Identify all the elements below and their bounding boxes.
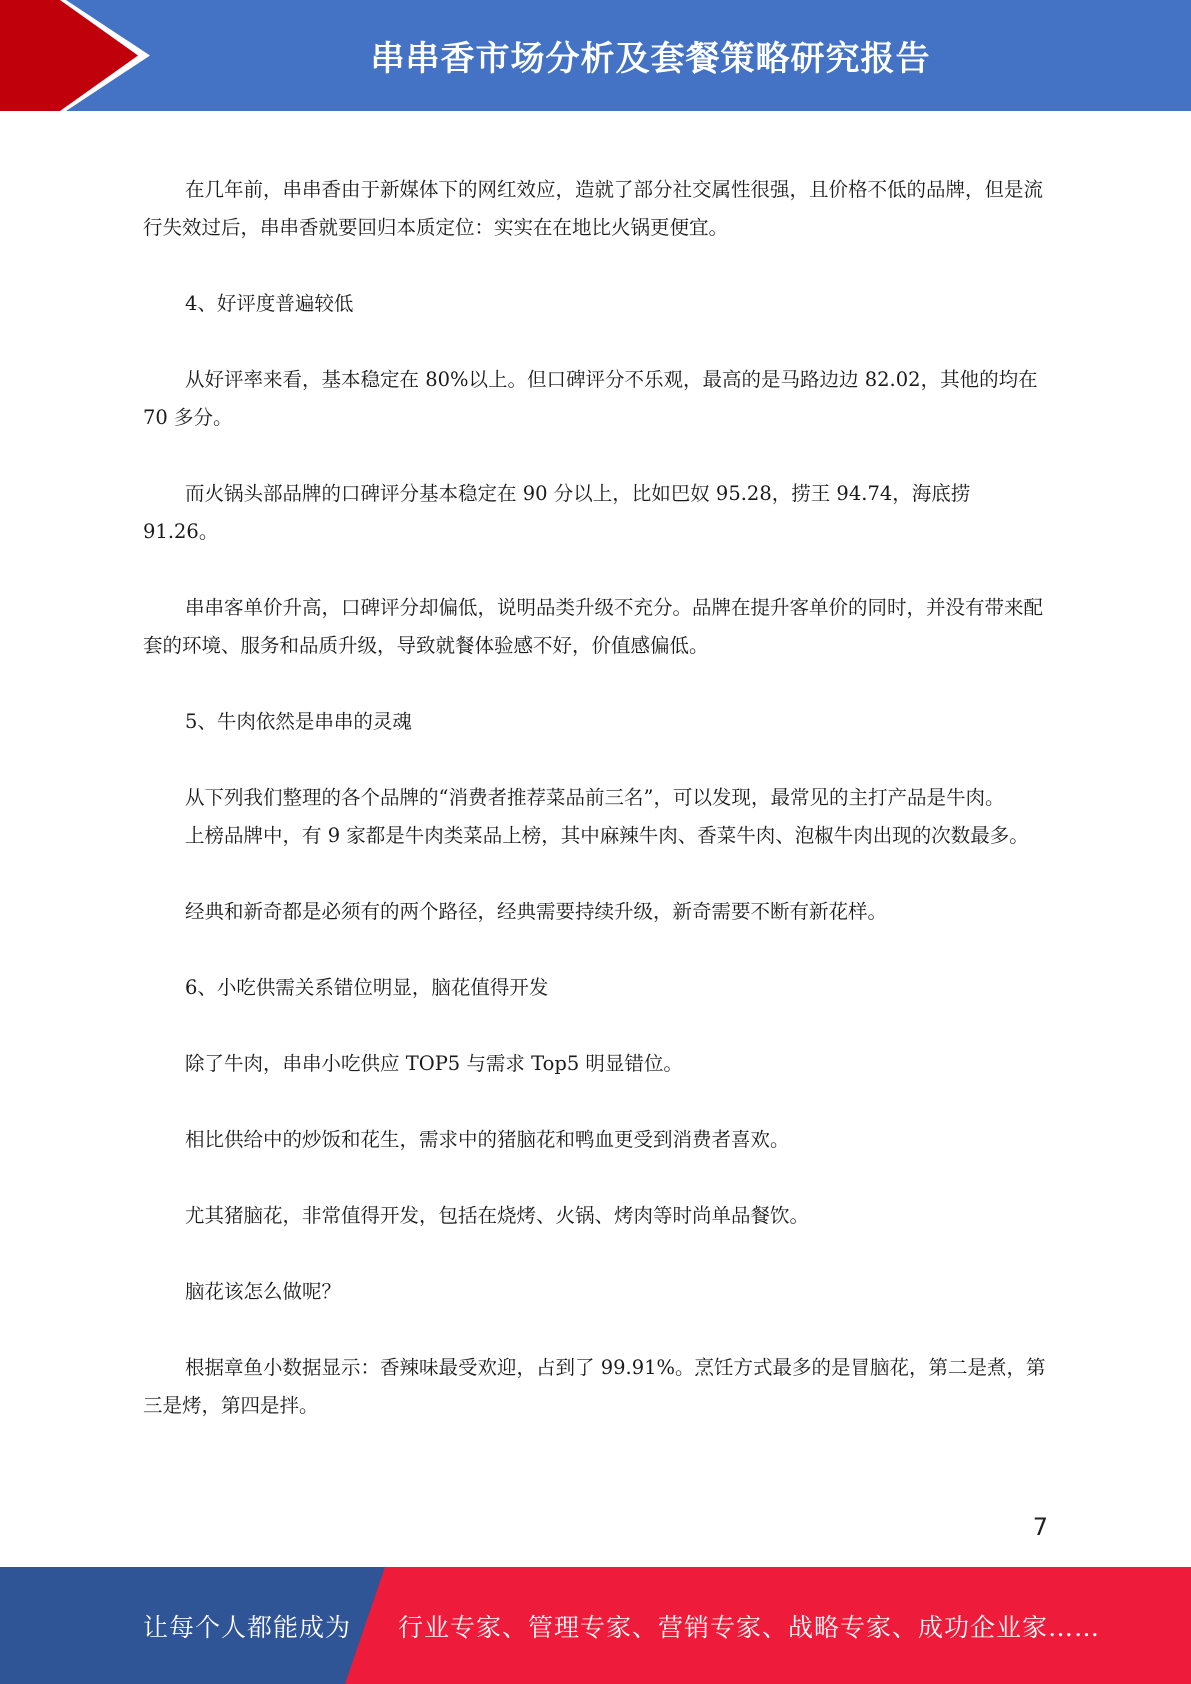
section-heading: 6、小吃供需关系错位明显，脑花值得开发 xyxy=(185,976,549,999)
paragraph: 上榜品牌中，有 9 家都是牛肉类菜品上榜，其中麻辣牛肉、香菜牛肉、泡椒牛肉出现的次数最多。 xyxy=(185,824,1029,847)
footer-slogan-right: 行业专家、管理专家、营销专家、战略专家、成功企业家…… xyxy=(398,1612,1101,1642)
paragraph: 相比供给中的炒饭和花生，需求中的猪脑花和鸭血更受到消费者喜欢。 xyxy=(185,1128,790,1151)
header-banner xyxy=(0,0,1191,111)
page-number: 7 xyxy=(1032,1513,1048,1541)
footer-slogan-left: 让每个人都能成为 xyxy=(143,1612,352,1642)
paragraph: 在几年前，串串香由于新媒体下的网红效应，造就了部分社交属性很强，且价格不低的品牌，但是流行失效过后，串串香就要回归本质定位：实实在在地比火锅更便宜。 xyxy=(143,178,1044,239)
paragraph: 脑花该怎么做呢？ xyxy=(185,1280,342,1303)
paragraph: 除了牛肉，串串小吃供应 TOP5 与需求 Top5 明显错位。 xyxy=(185,1052,683,1075)
section-heading: 5、牛肉依然是串串的灵魂 xyxy=(185,710,412,733)
section-heading: 4、好评度普遍较低 xyxy=(185,292,354,315)
paragraph: 从好评率来看，基本稳定在 80%以上。但口碑评分不乐观，最高的是马路边边 82.02，其他的均在 70 多分。 xyxy=(143,368,1038,429)
paragraph: 经典和新奇都是必须有的两个路径，经典需要持续升级，新奇需要不断有新花样。 xyxy=(185,900,888,923)
chevron-right-arrow-icon xyxy=(0,0,160,111)
paragraph: 串串客单价升高，口碑评分却偏低，说明品类升级不充分。品牌在提升客单价的同时，并没有带来配套的环境、服务和品质升级，导致就餐体验感不好，价值感偏低。 xyxy=(143,596,1044,657)
paragraph: 从下列我们整理的各个品牌的“消费者推荐菜品前三名”，可以发现，最常见的主打产品是牛肉。 xyxy=(185,786,1005,809)
footer-banner xyxy=(0,1567,1191,1684)
paragraph: 尤其猪脑花，非常值得开发，包括在烧烤、火锅、烤肉等时尚单品餐饮。 xyxy=(185,1204,810,1227)
paragraph: 而火锅头部品牌的口碑评分基本稳定在 90 分以上，比如巴奴 95.28，捞王 94.74，海底捞 91.26。 xyxy=(143,482,971,543)
paragraph: 根据章鱼小数据显示：香辣味最受欢迎，占到了 99.91%。烹饪方式最多的是冒脑花，第二是煮，第三是烤，第四是拌。 xyxy=(143,1356,1046,1417)
report-title: 串串香市场分析及套餐策略研究报告 xyxy=(370,39,931,79)
document-body xyxy=(143,171,1048,1425)
